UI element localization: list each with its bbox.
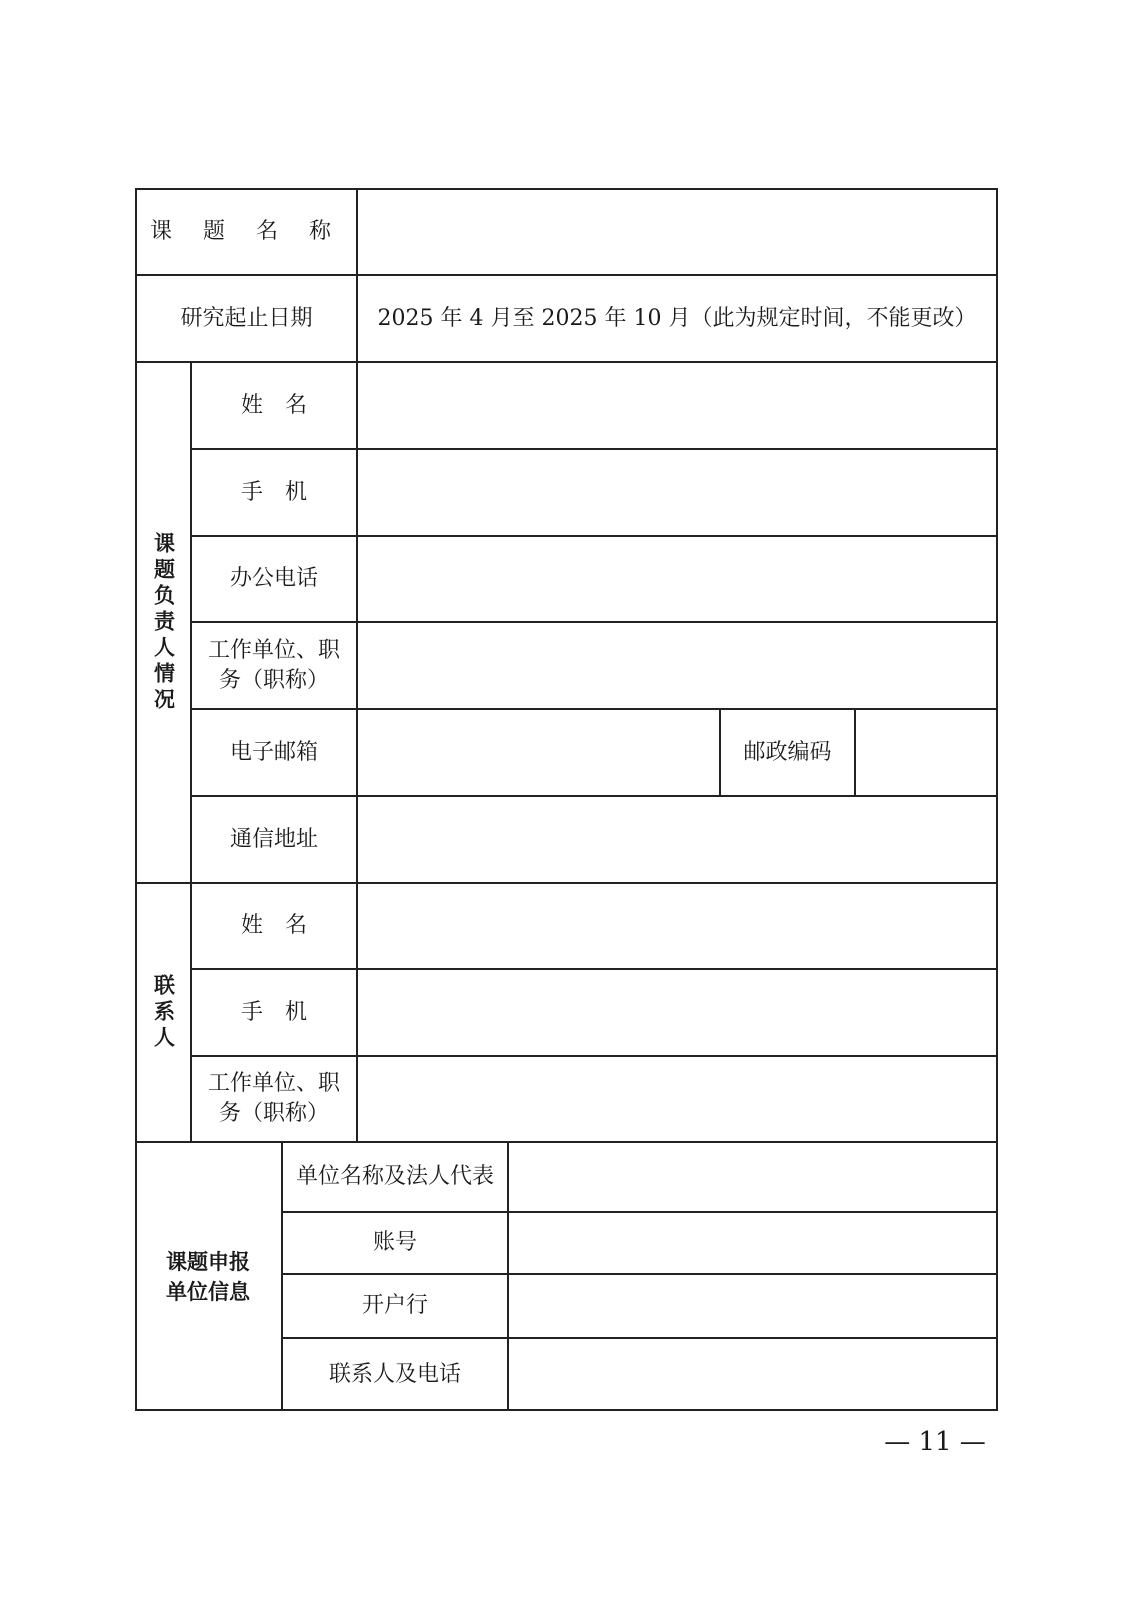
unit-bank-field[interactable]	[509, 1275, 996, 1337]
leader-section-label: 课题负责人情况	[151, 531, 176, 714]
leader-address-field[interactable]	[358, 797, 996, 882]
project-name-field[interactable]	[358, 190, 996, 274]
leader-name-label: 姓 名	[240, 392, 307, 418]
unit-account-field[interactable]	[509, 1213, 996, 1273]
leader-office-phone-label: 办公电话	[229, 566, 318, 591]
contact-work-unit-label: 工作单位、职务（职称）	[207, 1071, 340, 1126]
leader-mobile-field[interactable]	[358, 450, 996, 535]
unit-name-rep-field[interactable]	[509, 1143, 996, 1211]
unit-name-rep-label: 单位名称及法人代表	[295, 1164, 494, 1189]
leader-postcode-label: 邮政编码	[743, 739, 832, 765]
leader-email-field[interactable]	[358, 710, 719, 795]
contact-mobile-label: 手 机	[240, 999, 307, 1025]
leader-email-label: 电子邮箱	[229, 739, 318, 765]
contact-name-label: 姓 名	[240, 913, 307, 938]
leader-work-unit-label: 工作单位、职务（职称）	[207, 637, 340, 693]
research-period-label: 研究起止日期	[180, 305, 313, 331]
contact-work-unit-field[interactable]	[358, 1057, 996, 1141]
leader-work-unit-field[interactable]	[358, 623, 996, 708]
leader-mobile-label: 手 机	[240, 479, 307, 505]
leader-postcode-field[interactable]	[856, 710, 996, 795]
unit-bank-label: 开户行	[361, 1293, 428, 1318]
page-number: — 11 —	[884, 1427, 986, 1457]
leader-address-label: 通信地址	[229, 826, 318, 852]
unit-section-label: 课题申报单位信息	[166, 1250, 250, 1304]
leader-name-field[interactable]	[358, 363, 996, 448]
contact-section-label: 联系人	[151, 973, 176, 1052]
unit-account-label: 账号	[372, 1230, 417, 1255]
leader-office-phone-field[interactable]	[358, 537, 996, 621]
research-period-value: 2025 年 4 月至 2025 年 10 月（此为规定时间，不能更改）	[377, 305, 977, 331]
contact-name-field[interactable]	[358, 884, 996, 968]
project-name-label: 课 题 名 称	[150, 219, 343, 244]
unit-contact-phone-label: 联系人及电话	[328, 1362, 461, 1387]
contact-mobile-field[interactable]	[358, 970, 996, 1055]
unit-contact-phone-field[interactable]	[509, 1339, 996, 1411]
